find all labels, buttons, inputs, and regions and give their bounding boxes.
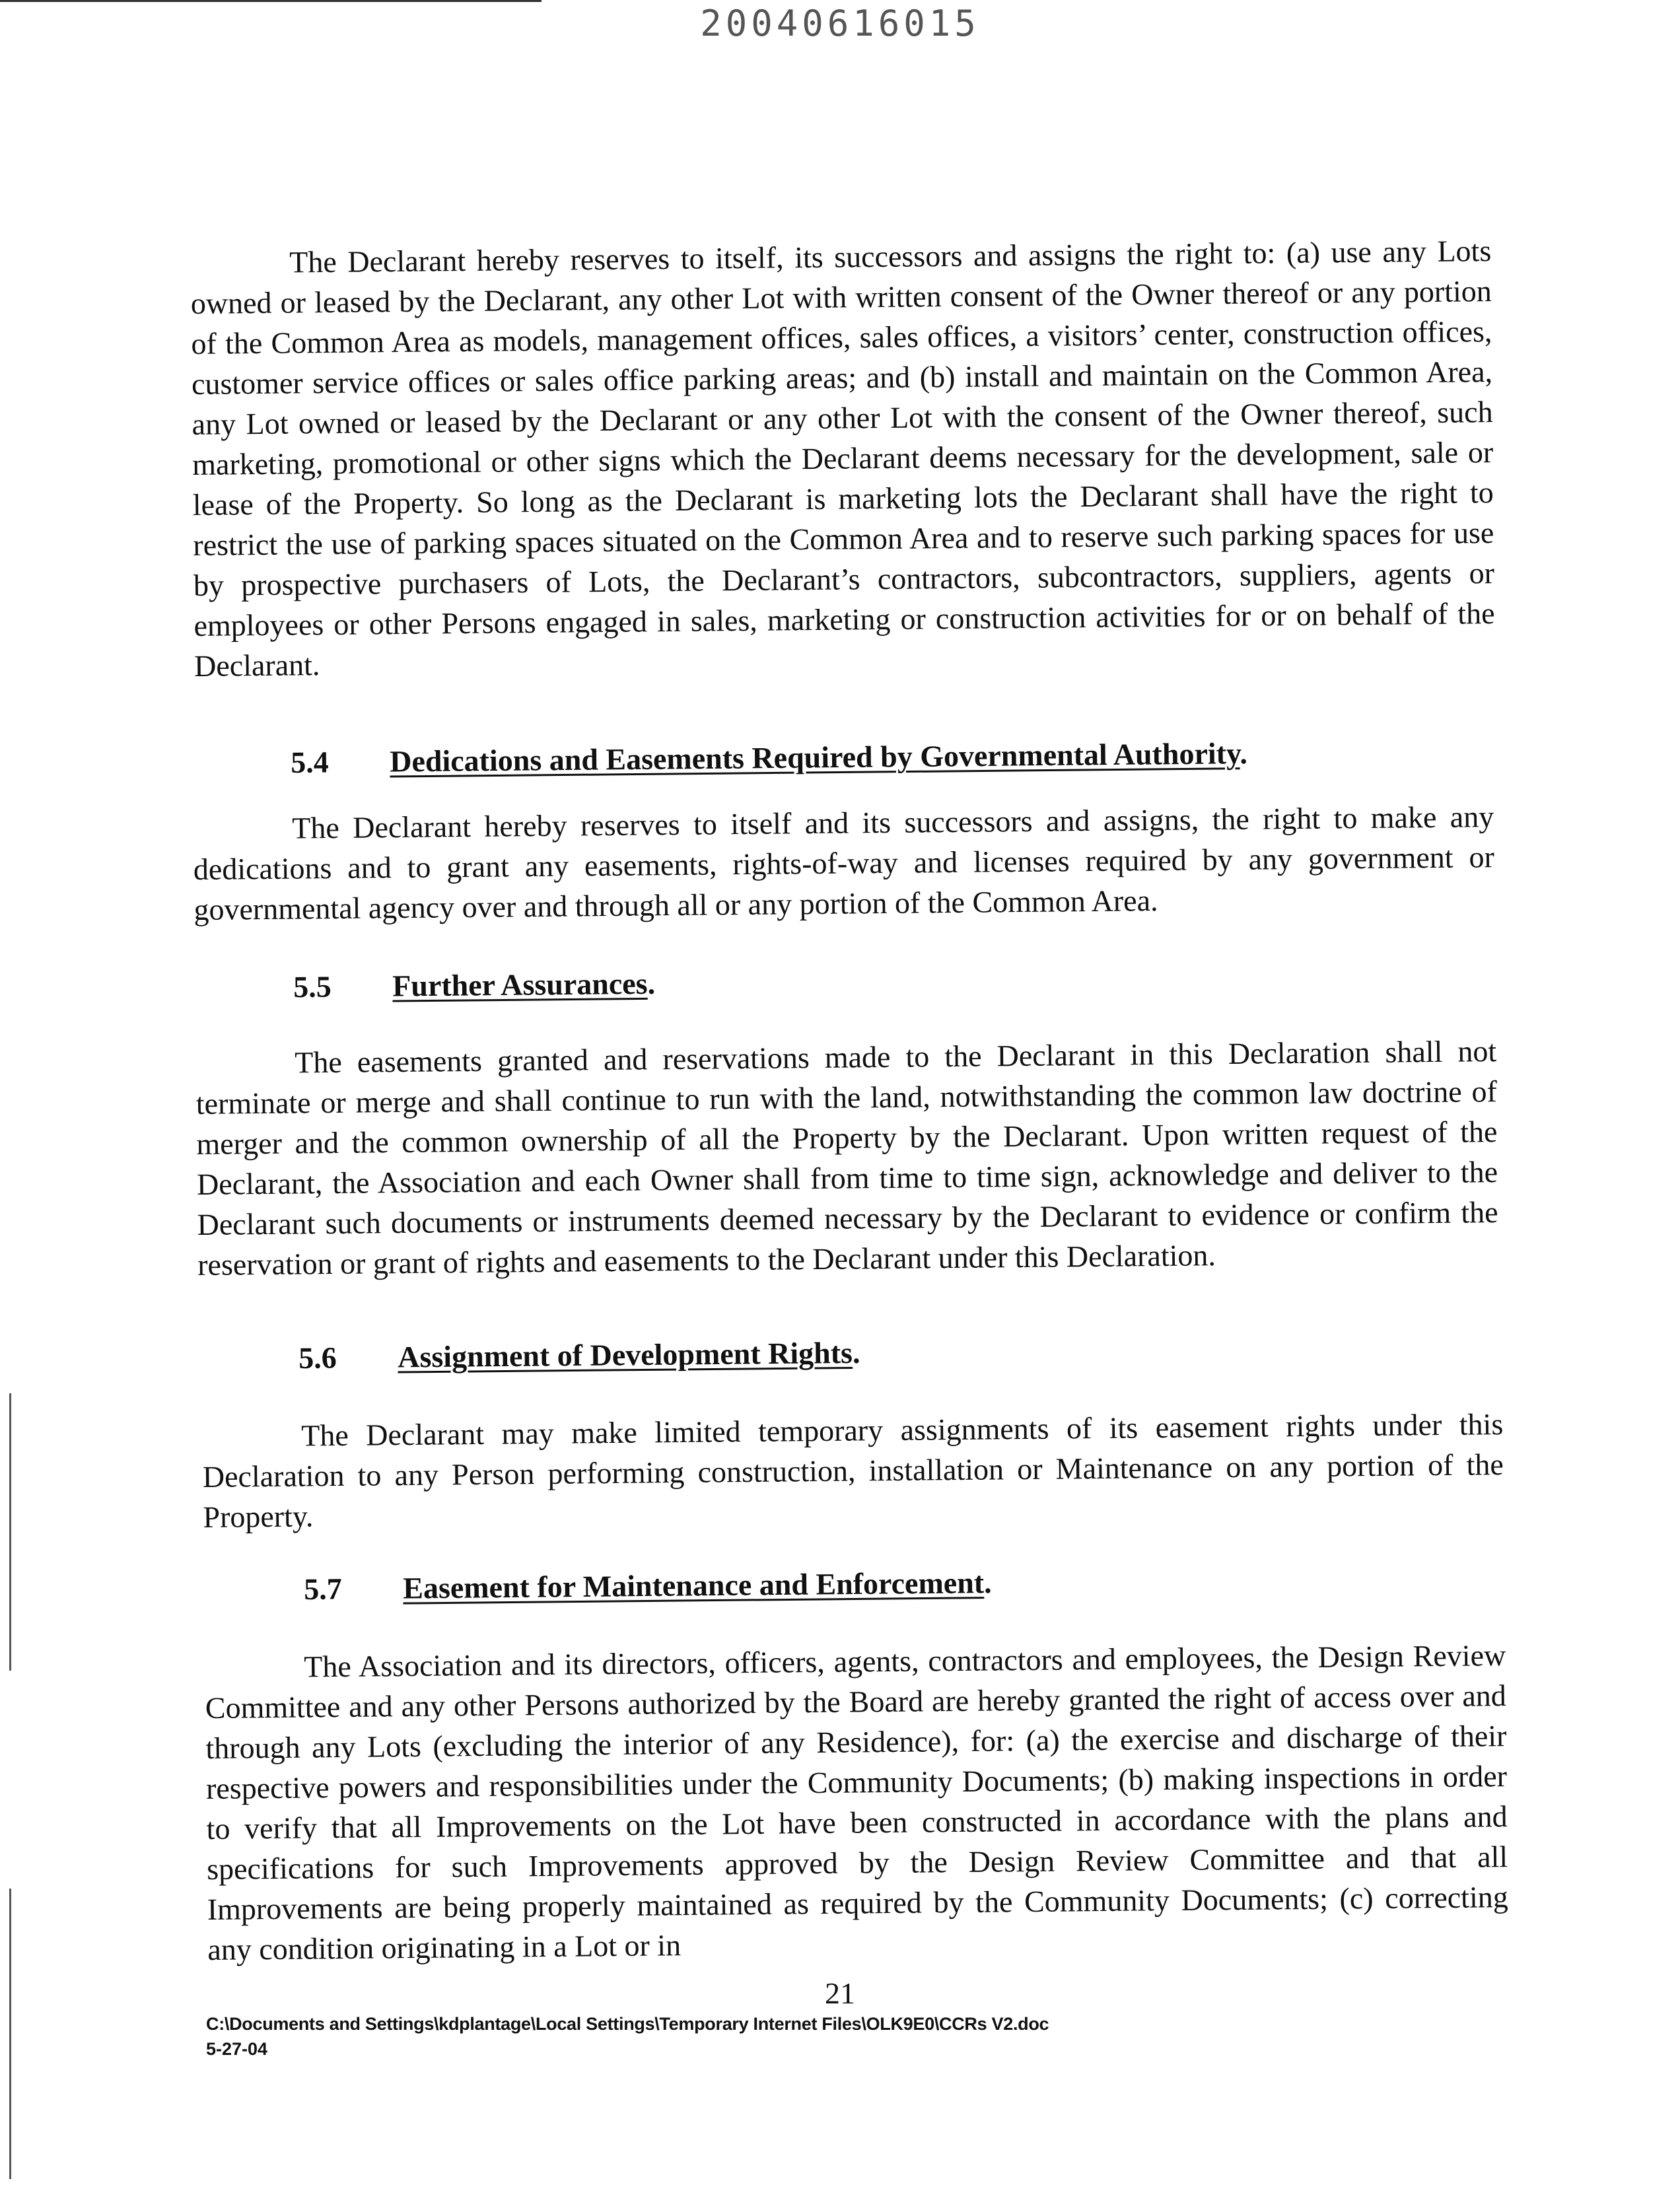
scan-margin-mark <box>9 1393 11 1671</box>
section-number: 5.6 <box>298 1340 337 1375</box>
section-title: Dedications and Easements Required by Governmental Authority <box>390 736 1240 779</box>
section-title: Easement for Maintenance and Enforcement <box>403 1566 985 1605</box>
footer-file-path: C:\Documents and Settings\kdplantage\Local Settings\Temporary Internet Files\OLK9E0\CCRs V2.doc <box>206 2014 1049 2034</box>
document-number: 20040616015 <box>700 3 980 44</box>
scan-margin-mark <box>9 1889 11 2179</box>
page-number: 21 <box>825 1976 855 2010</box>
scan-top-rule <box>0 0 542 2</box>
section-body-5-6: The Declarant may make limited temporary assignments of its easement rights under this Declaration to any Person performing construction, installation or Maintenance on any portion of the Property. <box>202 1407 1504 1534</box>
section-number: 5.4 <box>291 745 329 779</box>
section-title: Assignment of Development Rights <box>398 1335 853 1374</box>
section-number: 5.7 <box>304 1572 342 1606</box>
section-heading-5-7: 5.7 Easement for Maintenance and Enforcement. <box>304 1566 992 1606</box>
section-heading-5-4: 5.4 Dedications and Easements Required by Governmental Authority. <box>291 736 1248 779</box>
section-body-5-7: The Association and its directors, officers, agents, contractors and employees, the Design Review Committee and any other Persons authorized by the Board are hereby granted the right of access over and through any Lots (excluding the interior of any Residence), for: (a) the exercise and discharge of their respective powers and responsibilities under the Community Documents; (b) making inspections in order to verify that all Improvements on the Lot have been constructed in accordance with the plans and specifications for such Improvements approved by the Design Review Committee and that all Improvements are being properly maintained as required by the Community Documents; (c) correcting any condition originating in a Lot or in <box>205 1638 1508 1966</box>
section-heading-5-6: 5.6 Assignment of Development Rights. <box>298 1335 860 1375</box>
paragraph-declarant-reservation: The Declarant hereby reserves to itself, its successors and assigns the right to: (a) use any Lots owned or leased by the Declarant, any other Lot with written consent of the Owner thereof or any portion of the Common Area as models, management offices, sales offices, a visitors’ center, construction offices, customer service offices or sales office parking areas; and (b) install and maintain on the Common Area, any Lot owned or leased by the Declarant or any other Lot with the consent of the Owner thereof, such marketing, promotional or other signs which the Declarant deems necessary for the development, sale or lease of the Property. So long as the Declarant is marketing lots the Declarant shall have the right to restrict the use of parking spaces situated on the Common Area and to reserve such parking spaces for use by prospective purchasers of Lots, the Declarant’s contractors, subcontractors, suppliers, agents or employees or other Persons engaged in sales, marketing or construction activities for or on behalf of the Declarant. <box>190 234 1495 683</box>
section-body-5-5: The easements granted and reservations made to the Declarant in this Declaration shall not terminate or merge and shall continue to run with the land, notwithstanding the common law doctrine of merger and the common ownership of all the Property by the Declarant. Upon written request of the Declarant, the Association and each Owner shall from time to time sign, acknowledge and deliver to the Declarant such documents or instruments deemed necessary by the Declarant to evidence or confirm the reservation or grant of rights and easements to the Declarant under this Declaration. <box>195 1034 1498 1282</box>
section-body-5-4: The Declarant hereby reserves to itself and its successors and assigns, the right to make any dedications and to grant any easements, rights-of-way and licenses required by any government or governmental agency over and through all or any portion of the Common Area. <box>193 800 1495 926</box>
section-heading-5-5: 5.5 Further Assurances. <box>293 966 656 1004</box>
section-number: 5.5 <box>293 969 332 1004</box>
footer-date: 5-27-04 <box>206 2039 268 2059</box>
section-title: Further Assurances <box>392 966 648 1003</box>
